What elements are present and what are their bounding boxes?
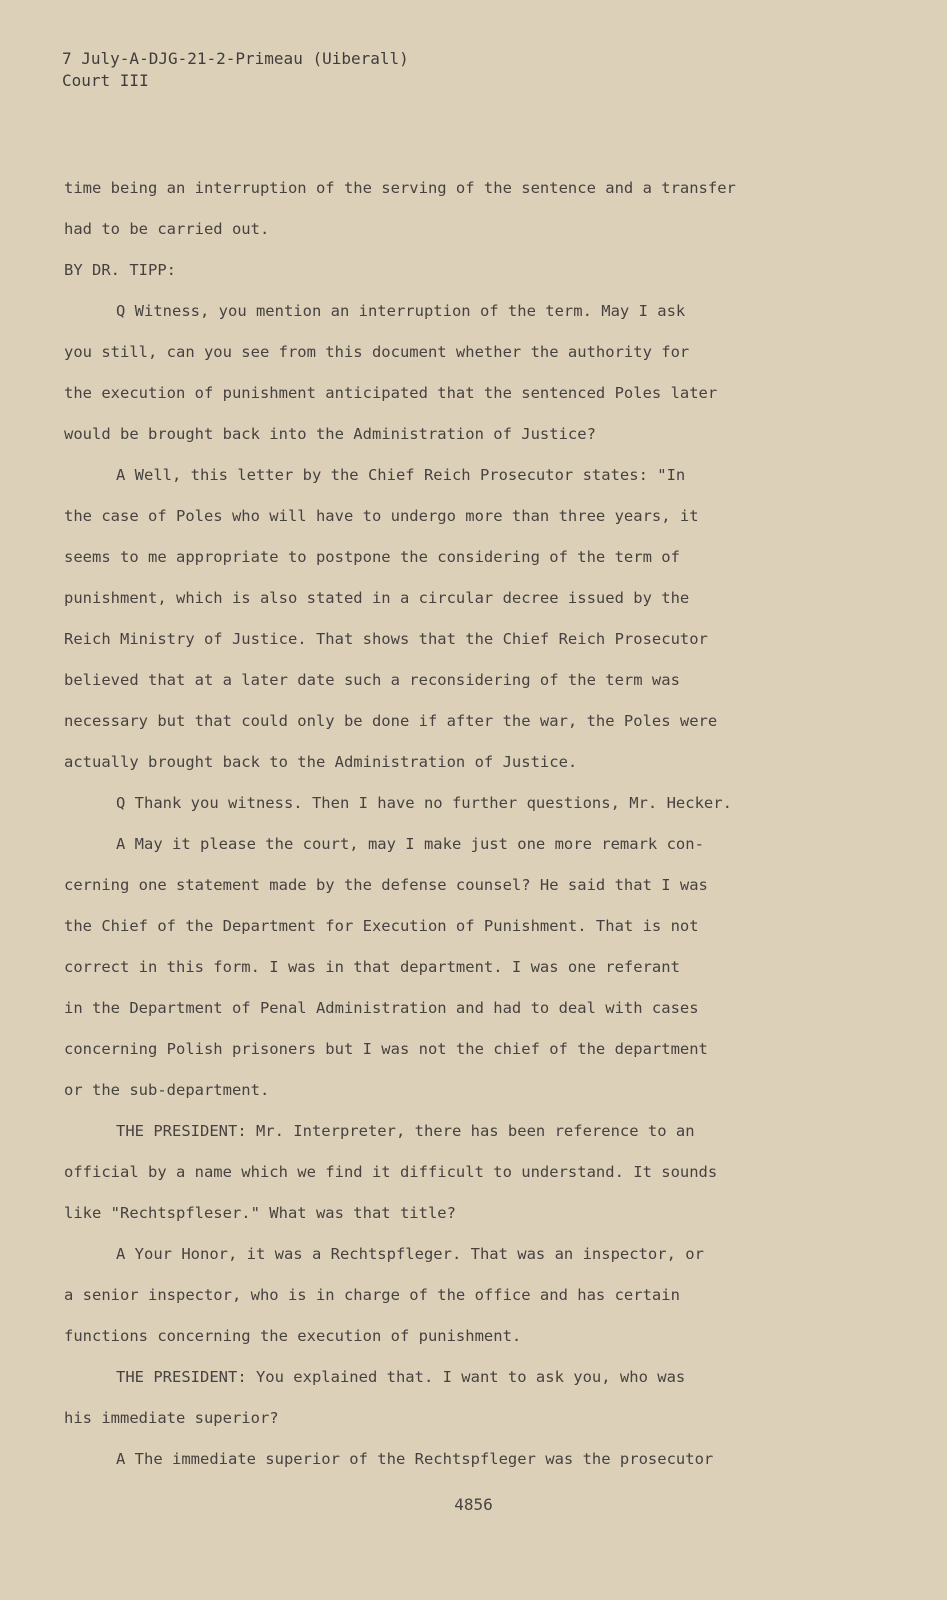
transcript-line: the case of Poles who will have to undergo more than three years, it bbox=[64, 507, 699, 525]
transcript-line: A The immediate superior of the Rechtspfleger was the prosecutor bbox=[116, 1450, 714, 1468]
transcript-line: in the Department of Penal Administration and had to deal with cases bbox=[64, 999, 699, 1017]
transcript-line: the execution of punishment anticipated that the sentenced Poles later bbox=[64, 384, 718, 402]
transcript-line: seems to me appropriate to postpone the considering of the term of bbox=[64, 548, 680, 566]
transcript-line: time being an interruption of the serving of the sentence and a transfer bbox=[64, 179, 736, 197]
transcript-line: necessary but that could only be done if after the war, the Poles were bbox=[64, 712, 718, 730]
transcript-line: or the sub-department. bbox=[64, 1081, 270, 1099]
transcript-line: BY DR. TIPP: bbox=[64, 261, 176, 279]
transcript-line: A May it please the court, may I make just one more remark con- bbox=[116, 835, 704, 853]
transcript-line: punishment, which is also stated in a circular decree issued by the bbox=[64, 589, 690, 607]
transcript-line: would be brought back into the Administration of Justice? bbox=[64, 425, 596, 443]
transcript-line: cerning one statement made by the defense counsel? He said that I was bbox=[64, 876, 708, 894]
transcript-line: functions concerning the execution of punishment. bbox=[64, 1327, 522, 1345]
transcript-line: A Your Honor, it was a Rechtspfleger. That was an inspector, or bbox=[116, 1245, 704, 1263]
transcript-line: believed that at a later date such a reconsidering of the term was bbox=[64, 671, 680, 689]
transcript-line: the Chief of the Department for Execution of Punishment. That is not bbox=[64, 917, 699, 935]
page-number: 4856 bbox=[454, 1495, 493, 1514]
transcript-line: his immediate superior? bbox=[64, 1409, 279, 1427]
transcript-line: A Well, this letter by the Chief Reich Prosecutor states: "In bbox=[116, 466, 686, 484]
document-header bbox=[62, 48, 409, 92]
transcript-line: had to be carried out. bbox=[64, 220, 270, 238]
transcript-line: THE PRESIDENT: You explained that. I want to ask you, who was bbox=[116, 1368, 686, 1386]
transcript-line: actually brought back to the Administration of Justice. bbox=[64, 753, 578, 771]
transcript-line: Q Witness, you mention an interruption of the term. May I ask bbox=[116, 302, 686, 320]
transcript-line: you still, can you see from this document whether the authority for bbox=[64, 343, 690, 361]
transcript-line: a senior inspector, who is in charge of the office and has certain bbox=[64, 1286, 680, 1304]
transcript-line: Q Thank you witness. Then I have no further questions, Mr. Hecker. bbox=[116, 794, 732, 812]
transcript-line: correct in this form. I was in that department. I was one referant bbox=[64, 958, 680, 976]
header-session-line: 7 July-A-DJG-21-2-Primeau (Uiberall) bbox=[62, 49, 409, 68]
transcript-line: THE PRESIDENT: Mr. Interpreter, there has been reference to an bbox=[116, 1122, 695, 1140]
transcript-line: concerning Polish prisoners but I was not the chief of the department bbox=[64, 1040, 708, 1058]
transcript-body bbox=[64, 168, 854, 1480]
transcript-line: like "Rechtspfleser." What was that title? bbox=[64, 1204, 456, 1222]
transcript-line: official by a name which we find it difficult to understand. It sounds bbox=[64, 1163, 718, 1181]
header-court-line: Court III bbox=[62, 71, 149, 90]
transcript-line: Reich Ministry of Justice. That shows that the Chief Reich Prosecutor bbox=[64, 630, 708, 648]
